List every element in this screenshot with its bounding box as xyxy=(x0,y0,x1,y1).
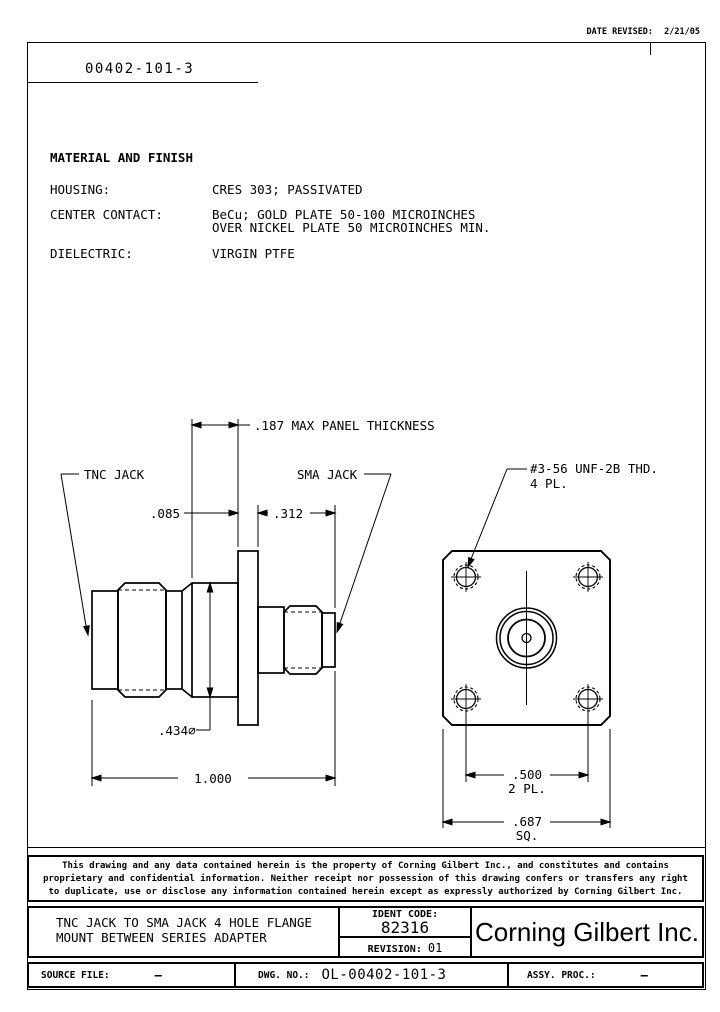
revision-value: 01 xyxy=(427,941,443,955)
center-contact-value-line1: BeCu; GOLD PLATE 50-100 MICROINCHES xyxy=(212,207,476,222)
ident-code-cell xyxy=(340,908,470,938)
title-block xyxy=(27,906,704,958)
center-contact-label: CENTER CONTACT: xyxy=(50,207,163,222)
dwg-no-value: OL-00402-101-3 xyxy=(321,967,447,983)
dim-flange-size-note: SQ. xyxy=(515,828,539,843)
label-sma-jack: SMA JACK xyxy=(297,467,358,482)
footer-row xyxy=(27,962,704,988)
dim-body-dia: .434∅ xyxy=(158,723,196,738)
source-file-label: SOURCE FILE: xyxy=(41,969,110,981)
flange-hole-bottom-right xyxy=(573,684,603,714)
dwg-no-label: DWG. NO.: xyxy=(258,969,310,981)
material-finish-heading: MATERIAL AND FINISH xyxy=(50,150,193,165)
assy-proc-value: – xyxy=(640,968,648,982)
label-thread-note-line2: 4 PL. xyxy=(530,476,568,491)
dim-flange-size: .687 xyxy=(511,814,543,829)
assy-proc-cell xyxy=(509,964,702,986)
label-thread-note-line1: #3-56 UNF-2B THD. xyxy=(530,461,658,476)
dielectric-value: VIRGIN PTFE xyxy=(212,246,295,261)
proprietary-notice-line2: proprietary and confidential information. Neither receipt nor possession of this drawing confers or transfers any right xyxy=(43,874,688,884)
source-file-cell xyxy=(29,964,236,986)
proprietary-notice-line3: to duplicate, use or disclose any information contained herein except as expressly authorized by Corning Gilbert Inc. xyxy=(48,887,683,897)
dim-flange-thickness: .085 xyxy=(149,506,180,521)
proprietary-notice-line1: This drawing and any data contained herein is the property of Corning Gilbert Inc., and constitutes and contains xyxy=(62,861,669,871)
drawing-title-line2: MOUNT BETWEEN SERIES ADAPTER xyxy=(56,930,267,945)
revision-label: REVISION: xyxy=(367,944,422,955)
ident-code-label: IDENT CODE: xyxy=(371,909,439,920)
dielectric-label: DIELECTRIC: xyxy=(50,246,133,261)
ident-revision-cell xyxy=(340,908,472,956)
part-number: 00402-101-3 xyxy=(85,61,195,77)
drawing-title-line1: TNC JACK TO SMA JACK 4 HOLE FLANGE xyxy=(56,915,312,930)
assy-proc-label: ASSY. PROC.: xyxy=(527,969,596,981)
housing-label: HOUSING: xyxy=(50,182,111,197)
flange-hole-top-left xyxy=(451,562,481,592)
revision-cell xyxy=(340,938,470,956)
dim-sma-length: .312 xyxy=(273,506,304,521)
dwg-no-cell xyxy=(236,964,509,986)
drawing-area-divider xyxy=(27,847,706,848)
center-contact-value-line2: OVER NICKEL PLATE 50 MICROINCHES MIN. xyxy=(212,220,491,235)
source-file-value: – xyxy=(154,968,162,982)
flange-hole-bottom-left xyxy=(451,684,481,714)
ident-code-value: 82316 xyxy=(380,918,430,937)
housing-value: CRES 303; PASSIVATED xyxy=(212,182,363,197)
date-revised-value: 2/21/05 xyxy=(664,27,700,37)
side-view xyxy=(92,551,335,725)
proprietary-notice xyxy=(27,855,704,902)
leader-lines xyxy=(61,469,527,635)
company-name: Corning Gilbert Inc. xyxy=(475,916,699,947)
dim-overall-length: 1.000 xyxy=(194,771,232,786)
dim-hole-spacing-note: 2 PL. xyxy=(508,781,546,796)
date-revised-label: DATE REVISED: xyxy=(586,27,654,37)
label-tnc-jack: TNC JACK xyxy=(84,467,145,482)
drawing-title xyxy=(29,908,340,956)
flange-hole-top-right xyxy=(573,562,603,592)
dim-panel-thickness: .187 MAX PANEL THICKNESS xyxy=(254,418,435,433)
dim-hole-spacing: .500 xyxy=(511,767,543,782)
front-view xyxy=(443,551,610,725)
